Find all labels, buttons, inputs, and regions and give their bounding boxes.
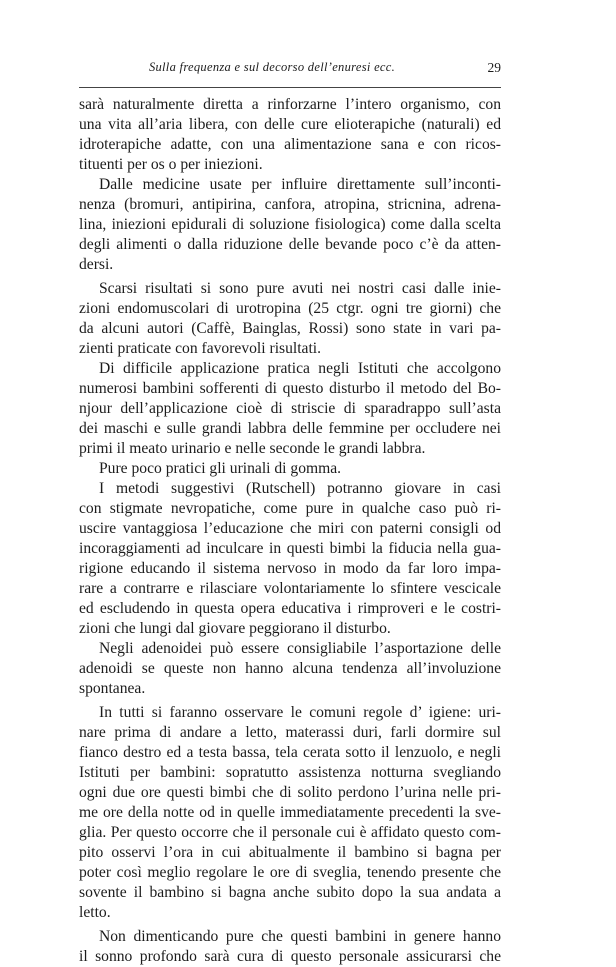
text-line: numerosi bambini sofferenti di questo disturbo il metodo del Bo- xyxy=(79,380,501,397)
text-line: con stigmate nevropatiche, come pure in qualche caso può ri- xyxy=(79,500,501,517)
text-line: una vita all’aria libera, con delle cure elioterapiche (naturali) ed xyxy=(79,116,501,133)
text-line: ogni due ore questi bimbi che di solito perdono l’urina nelle pri- xyxy=(79,784,501,801)
body-text xyxy=(79,95,501,967)
text-line: incoraggiamenti ad inculcare in questi bimbi la fiducia nella gua- xyxy=(79,540,501,557)
text-line: fianco destro ed a testa bassa, tela cerata sotto il lenzuolo, e negli xyxy=(79,744,501,761)
text-line: pito osservi l’ora in cui abitualmente il bambino si bagna per xyxy=(79,844,501,861)
text-line: Dalle medicine usate per influire direttamente sull’inconti- xyxy=(99,176,501,193)
text-line: rare a contrarre e rilasciare volontariamente lo sfintere vescicale xyxy=(79,580,501,597)
text-line: rigione educando il sistema nervoso in modo da far loro impa- xyxy=(79,560,501,577)
text-line: primi il meato urinario e nelle seconde le grandi labbra. xyxy=(79,440,426,457)
text-line: njour dell’applicazione cioè di striscie di sparadrappo sull’asta xyxy=(79,400,501,417)
text-line: poter così meglio regolare le ore di sveglia, tenendo presente che xyxy=(79,864,501,881)
text-line: Non dimenticando pure che questi bambini in genere hanno xyxy=(99,928,501,945)
text-line: nare prima di andare a letto, materassi duri, farli dormire sul xyxy=(79,724,501,741)
text-line: Scarsi risultati si sono pure avuti nei nostri casi dalle inie- xyxy=(99,280,501,297)
text-line: Negli adenoidei può essere consigliabile l’asportazione delle xyxy=(99,640,501,657)
text-line: zioni che lungi dal giovare peggiorano il disturbo. xyxy=(79,620,391,637)
text-line: In tutti si faranno osservare le comuni regole d’ igiene: uri- xyxy=(99,704,501,721)
running-header xyxy=(79,60,501,80)
text-line: adenoidi se queste non hanno alcuna tendenza all’involuzione xyxy=(79,660,501,677)
header-rule xyxy=(79,87,501,88)
text-line: Di difficile applicazione pratica negli Istituti che accolgono xyxy=(99,360,501,377)
text-line: Istituti per bambini: sopratutto assistenza notturna svegliando xyxy=(79,764,501,781)
text-line: ed escludendo in questa opera educativa i rimproveri e le costri- xyxy=(79,600,501,617)
text-line: uscire vantaggiosa l’educazione che miri con paterni consigli od xyxy=(79,520,501,537)
text-line: spontanea. xyxy=(79,680,146,697)
text-line: lina, iniezioni epidurali di soluzione fisiologica) come dalla scelta xyxy=(79,216,501,233)
text-line: sarà naturalmente diretta a rinforzarne l’intero organismo, con xyxy=(79,96,501,113)
text-line: degli alimenti o dalla riduzione delle bevande poco c’è da atten- xyxy=(79,236,501,253)
text-line: idroterapiche adatte, con una alimentazione sana e con ricos- xyxy=(79,136,501,153)
text-line: nenza (bromuri, antipirina, canfora, atropina, stricnina, adrena- xyxy=(79,196,501,213)
text-line: tituenti per os o per iniezioni. xyxy=(79,156,263,173)
text-line: dei maschi e sulle grandi labbra delle femmine per occludere nei xyxy=(79,420,501,437)
text-line: il sonno profondo sarà cura di questo personale assicurarsi che xyxy=(79,948,501,965)
text-line: I metodi suggestivi (Rutschell) potranno giovare in casi xyxy=(99,480,501,497)
text-line: zienti praticate con favorevoli risultati. xyxy=(79,340,322,357)
text-line: me ore della notte od in quelle immediatamente precedenti la sve- xyxy=(79,804,501,821)
text-line: Pure poco pratici gli urinali di gomma. xyxy=(99,460,342,477)
running-title: Sulla frequenza e sul decorso dell’enuresi ecc. xyxy=(148,60,396,74)
page-number: 29 xyxy=(487,60,501,75)
text-line: da alcuni autori (Caffè, Bainglas, Rossi) sono state in vari pa- xyxy=(79,320,501,337)
text-line: zioni endomuscolari di urotropina (25 ctgr. ogni tre giorni) che xyxy=(79,300,501,317)
text-line: sovente il bambino si bagna anche subito dopo la sua andata a xyxy=(79,884,501,901)
text-line: letto. xyxy=(79,904,111,921)
text-line: glia. Per questo occorre che il personale cui è affidato questo com- xyxy=(79,824,501,841)
text-line: dersi. xyxy=(79,256,114,273)
